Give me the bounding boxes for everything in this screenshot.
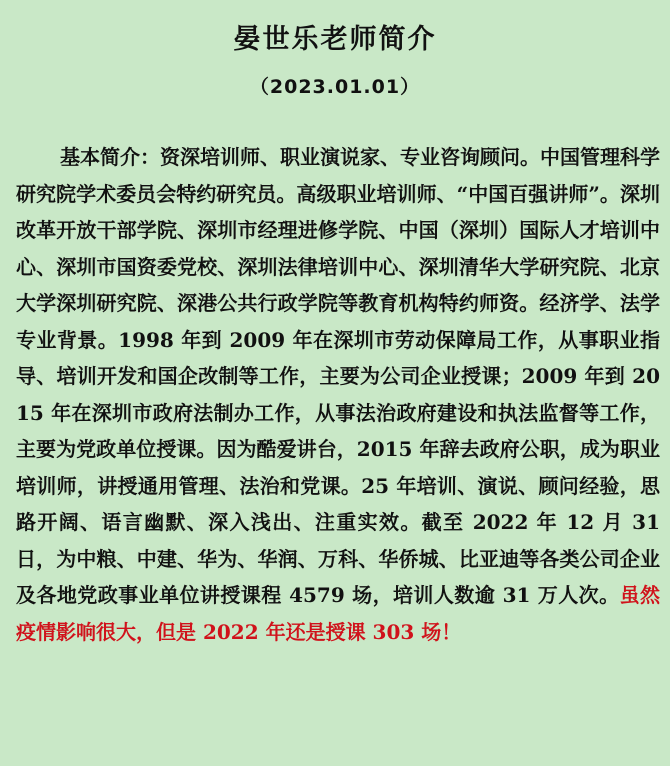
page-title: 晏世乐老师简介 bbox=[233, 24, 437, 55]
intro-paragraph bbox=[16, 139, 660, 650]
intro-highlight: 虽然疫情影响很大，但是 2022 年还是授课 303 场！ bbox=[16, 583, 660, 644]
intro-text: 基本简介：资深培训师、职业演说家、专业咨询顾问。中国管理科学研究院学术委员会特约研究员。高级职业培训师、“中国百强讲师”。深圳改革开放干部学院、深圳市经理进修学院、中国（深圳）国际人才培训中心、深圳市国资委党校、深圳法律培训中心、深圳清华大学研究院、北京大学深圳研究院、深港公共行政学院等教育机构特约师资。经济学、法学专业背景。1998 年到 2009 年在深圳市劳动保障局工作，从事职业指导、培训开发和国企改制等工作，主要为公司企业授课；2009 年到 2015 年在深圳市政府法制办工作，从事法治政府建设和执法监督等工作，主要为党政单位授课。因为酷爱讲台，2015 年辞去政府公职，成为职业培训师，讲授通用管理、法治和党课。25 年培训、演说、顾问经验，思路开阔、语言幽默、深入浅出、注重实效。截至 2022 年 12 月 31 日，为中粮、中建、华为、华润、万科、华侨城、比亚迪等各类公司企业及各地党政事业单位讲授课程 4579 场，培训人数逾 31 万人次。 bbox=[16, 145, 660, 607]
document-date: （2023.01.01） bbox=[249, 76, 421, 98]
